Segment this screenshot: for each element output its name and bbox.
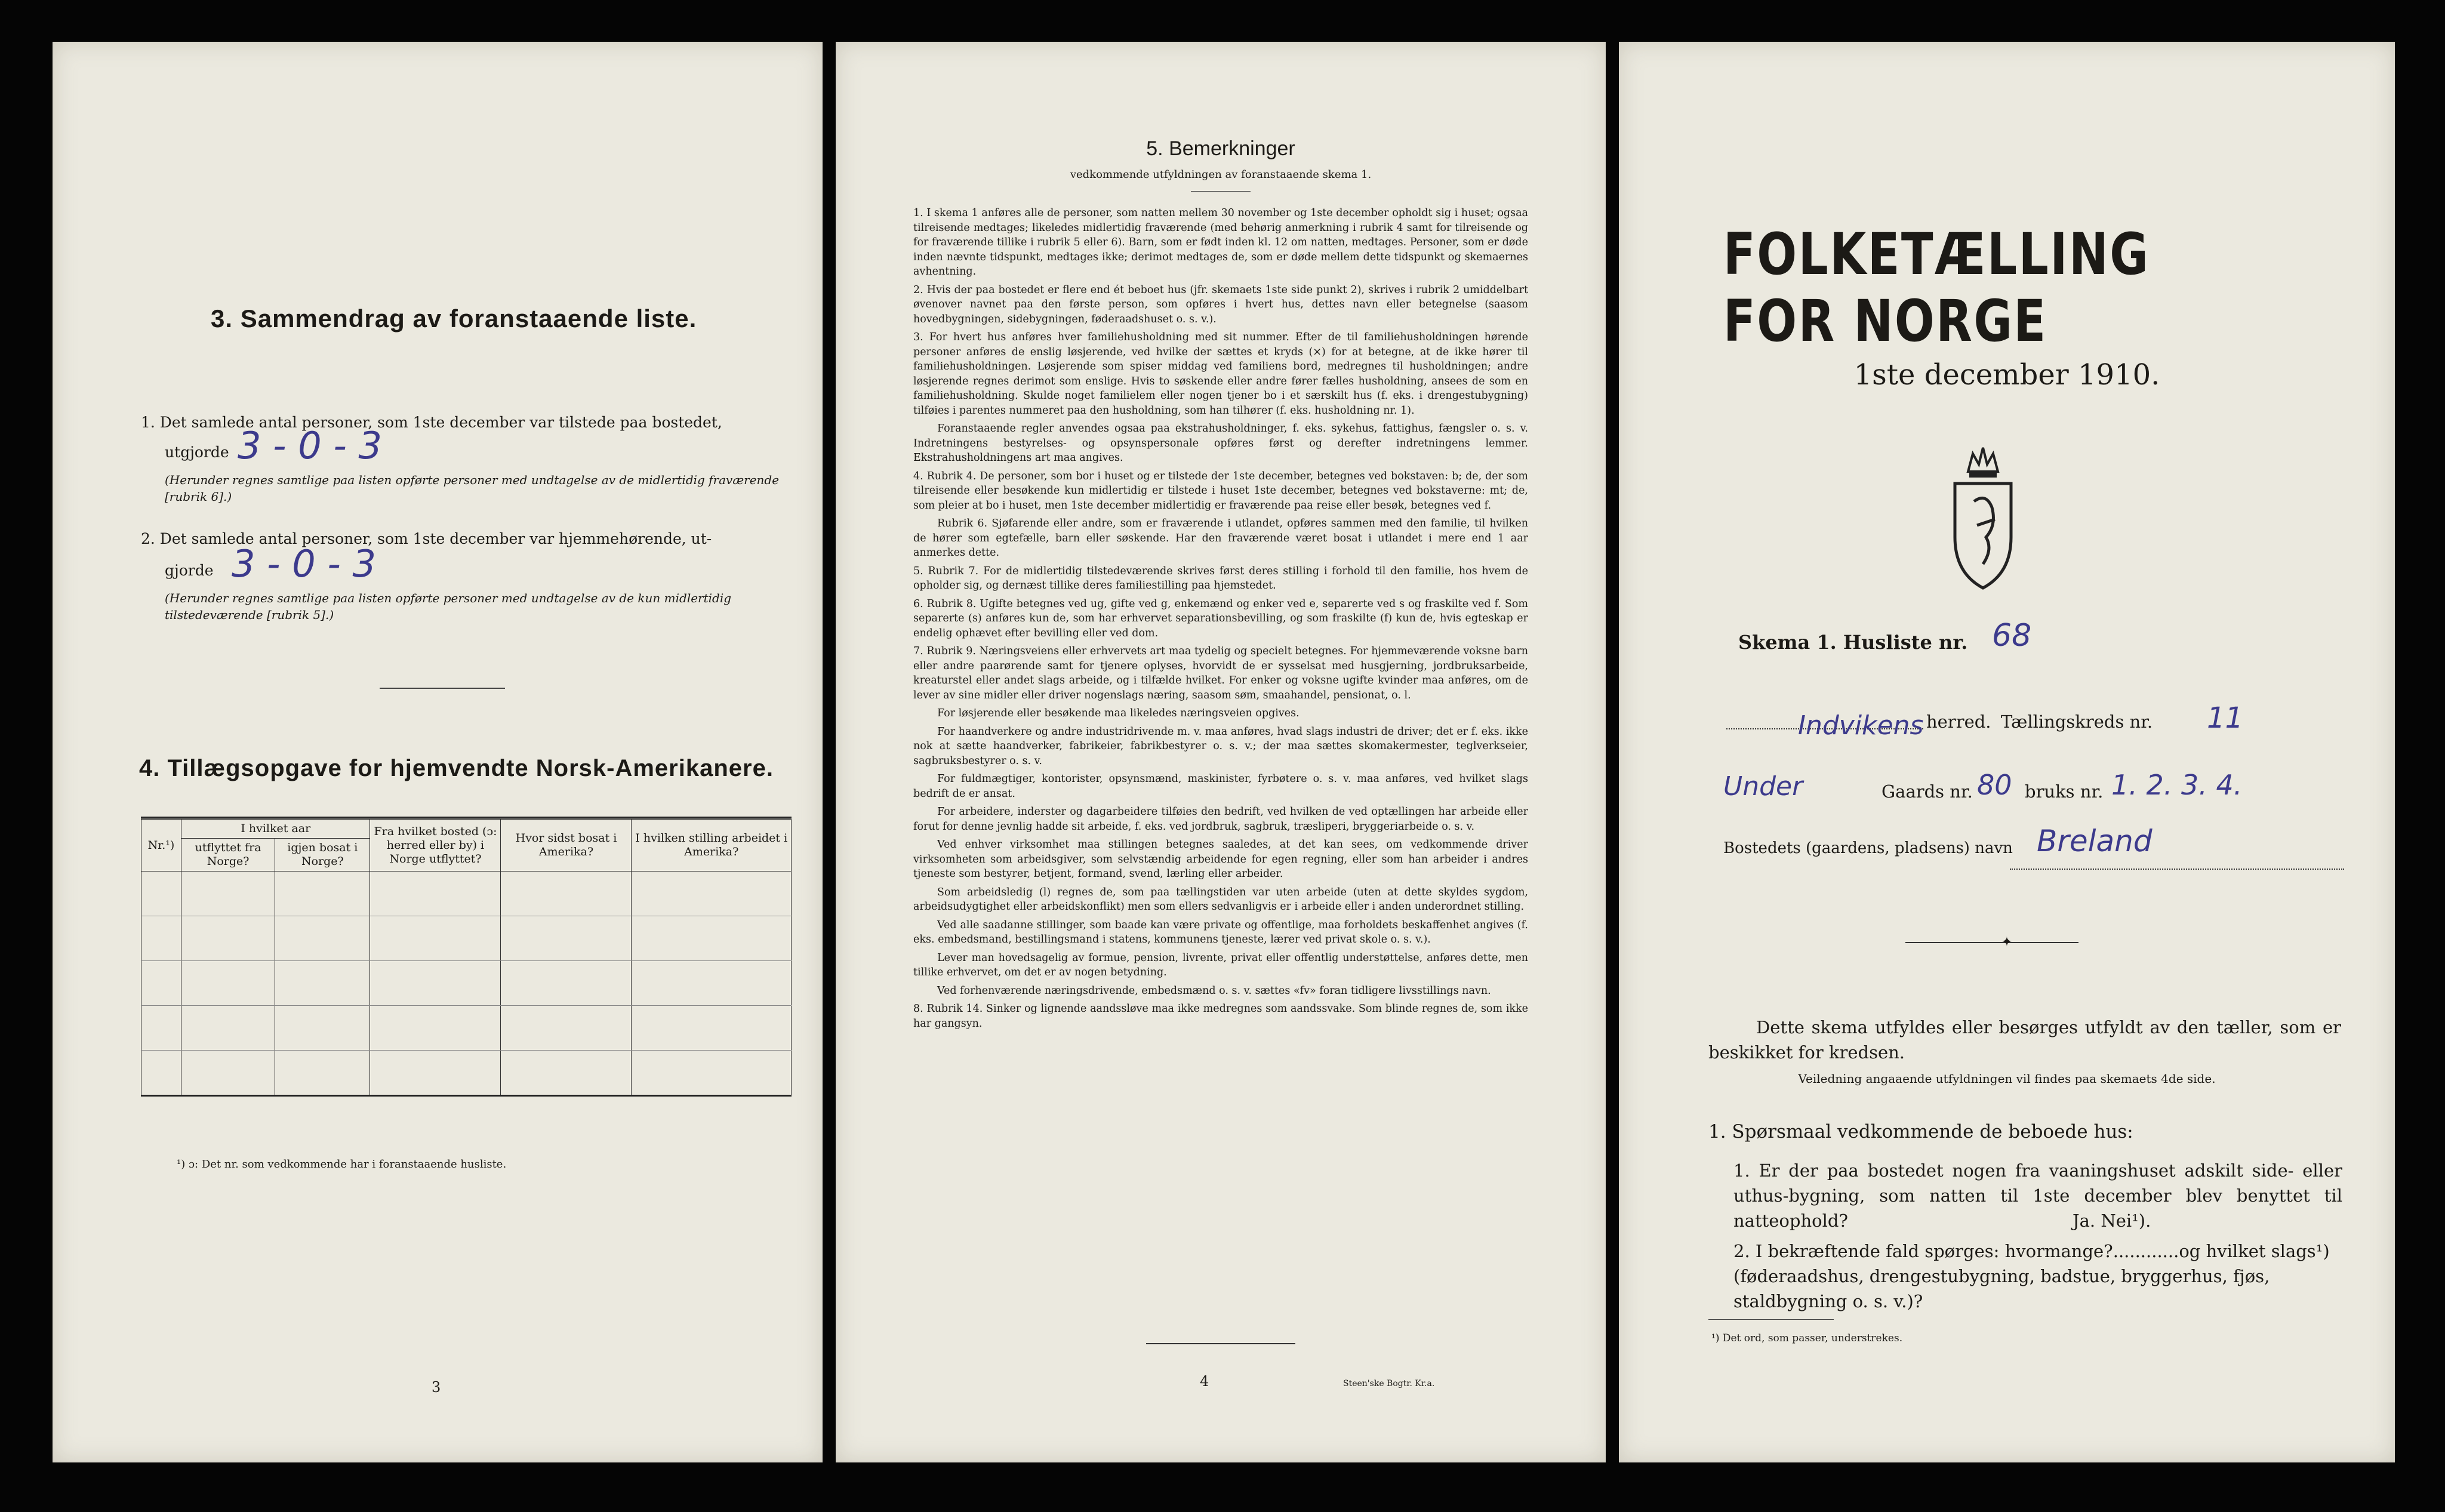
remark-1: 1. I skema 1 anføres alle de personer, som natten mellem 30 november og 1ste december opholdt sig i huset; ogsaa tilreisende medtages; likeledes midlertidig fraværende (med behørig anmerkning i rubrik 4 samt for tilreisende og for fraværende tillike i rubrik 5 eller 6). Barn, som er født inden kl. 12 om natten, medtages. Personer, som er døde inden nævnte tidspunkt, medtages ikke; derimot medtages de, som er døde mellem dette tidspunkt og skemaernes avhentning. (913, 207, 1528, 278)
page-number: 4 (1200, 1373, 1209, 1390)
bruks-label: bruks nr. (2025, 781, 2104, 802)
intro-note: Veiledning angaaende utfyldningen vil findes paa skemaets 4de side. (1798, 1071, 2216, 1086)
col-group-year: I hvilket aar (181, 818, 370, 839)
remark-3-extra: Foranstaaende regler anvendes ogsaa paa ekstrahusholdninger, f. eks. sykehus, fattighus, fængsler o. s. v. Indretningens bestyrelses- og opsynspersonale opføres først og derefter indretningens lemmer. Ekstrahusholdningens art maa angives. (913, 423, 1528, 464)
table-row (141, 961, 792, 1006)
remark-7-f: Som arbeidsledig (l) regnes de, som paa tællingstiden var uten arbeide (uten at dette skyldes sygdom, arbeidsudygtighet eller arbeidskonflikt) men som ellers sedvanligvis er i arbeide eller i anden underordnet stilling. (913, 886, 1528, 913)
col-last-residence: Hvor sidst bosat i Amerika? (501, 818, 632, 872)
bosted-line (2010, 869, 2344, 870)
husliste-nr-value: 68 (1992, 618, 2032, 654)
remark-7-d: For arbeidere, inderster og dagarbeidere tilføies den bedrift, ved hvilken de ved optællingen har arbeide eller forut for denne jevnlig hadde sit arbeide, f. eks. ved jordbruk, sagbruk, træsliperi, bryggeriarbeide o. s. v. (913, 806, 1528, 833)
footnote: ¹) Det ord, som passer, understrekes. (1711, 1332, 1903, 1344)
section-4-title: 4. Tillægsopgave for hjemvendte Norsk-Amerikanere. (139, 755, 774, 781)
divider (380, 688, 505, 689)
remark-4: 4. Rubrik 4. De personer, som bor i huset og er tilstede der 1ste december, betegnes ved bokstaven: b; de, der som tilreisende eller besøkende kun midlertidig er tilstede i huset 1ste december, betegnes ved bokstaverne: mt; de, som pleier at bo i huset, men 1ste december midlertidig er fraværende paa reise eller besøk, betegnes ved f. (913, 470, 1528, 512)
questions-heading: 1. Spørsmaal vedkommende de beboede hus: (1708, 1121, 2133, 1143)
item2-note: (Herunder regnes samtlige paa listen opførte personer med undtagelse av de kun midlertidig tilstedeværende [rubrik 5].) (165, 591, 732, 622)
kreds-label: Tællingskreds nr. (2001, 712, 2153, 732)
item1-text: 1. Det samlede antal personer, som 1ste december var tilstede paa bostedet, (141, 414, 722, 431)
remark-7-g: Ved alle saadanne stillinger, som baade kan være private og offentlige, maa forholdets beskaffenhet angives (f. eks. embedsmand, bestillingsmand i statens, kommunens tjeneste, lærer ved privat skole o. s. v.). (913, 919, 1528, 946)
table-row (141, 1006, 792, 1051)
remark-7: 7. Rubrik 9. Næringsveiens eller erhvervets art maa tydelig og specielt betegnes. For hjemmeværende voksne barn eller andre paarørende samt for tjenere oplyses, hvorvidt de er sysselsat med husgjerning, jordbruksarbeide, kreaturstel eller andet slags arbeide, og i tilfælde hvilket. For enker og voksne ugifte kvinder maa anføres, om de lever av sine midler eller driver nogenslags næring, saasom søm, smaahandel, pensionat, o. l. (913, 645, 1528, 701)
page-number: 3 (432, 1379, 441, 1396)
table-footnote: ¹) ɔ: Det nr. som vedkommende har i foranstaaende husliste. (177, 1158, 507, 1171)
bruks-value: 1. 2. 3. 4. (2111, 769, 2243, 801)
remark-7-i: Ved forhenværende næringsdrivende, embedsmænd o. s. v. sættes «fv» foran tidligere livsstillings navn. (937, 984, 1491, 997)
divider (1146, 1343, 1295, 1344)
remarks-subtitle: vedkommende utfyldningen av foranstaaende skema 1. (1070, 168, 1372, 181)
item2-label: gjorde (165, 562, 214, 579)
coat-of-arms-icon (1950, 436, 2016, 591)
item1-note: (Herunder regnes samtlige paa listen opførte personer med undtagelse av de midlertidig fraværende [rubrik 6].) (165, 473, 780, 504)
col-occupation: I hvilken stilling arbeidet i Amerika? (632, 818, 792, 872)
remark-6: 6. Rubrik 8. Ugifte betegnes ved ug, gifte ved g, enkemænd og enker ved e, separerte ved s og fraskilte ved f. Som separerte (s) anføres kun de, som har erhvervet separationsbevilling, og som fraskilte (f) kun de, hvis egteskap er endelig ophævet efter bevilling eller ved dom. (913, 598, 1528, 639)
question-1-options: Ja. Nei¹). (2073, 1211, 2151, 1231)
gaards-label: Gaards nr. (1882, 781, 1973, 802)
gaards-prefix: Under (1723, 771, 1803, 802)
table-row (141, 872, 792, 916)
skema-label: Skema 1. Husliste nr. (1738, 631, 1968, 654)
col-emigrated: utflyttet fra Norge? (181, 839, 275, 872)
herred-label: herred. (1926, 712, 1991, 732)
col-returned: igjen bosat i Norge? (275, 839, 370, 872)
ornament-icon: ✦ (2001, 935, 2013, 950)
remark-7-e: Ved enhver virksomhet maa stillingen betegnes saaledes, at det kan sees, om vedkommende driver virksomheten som arbeidsgiver, som selvstændig arbeidende for egen regning, eller som han arbeider i andres tjeneste som bestyrer, betjent, formand, svend, lærling eller arbeider. (913, 839, 1528, 880)
printer-mark: Steen'ske Bogtr. Kr.a. (1343, 1379, 1435, 1388)
item1-label: utgjorde (165, 444, 229, 461)
item2-text: 2. Det samlede antal personer, som 1ste december var hjemmehørende, ut- (141, 530, 712, 547)
page-3-summary (53, 42, 823, 1462)
remark-7-c: For fuldmægtiger, kontorister, opsynsmænd, maskinister, fyrbøtere o. s. v. maa anføres, ved hvilket slags bedrift de er ansat. (913, 773, 1528, 800)
section-3-title: 3. Sammendrag av foranstaaende liste. (211, 304, 697, 332)
table-row (141, 916, 792, 961)
question-2: 2. I bekræftende fald spørges: hvormange?............og hvilket slags¹) (føderaadshus, drengestubygning, badstue, bryggerhus, fjøs, staldbygning o. s. v.)? (1733, 1241, 2330, 1311)
remarks-title: 5. Bemerkninger (1146, 137, 1295, 160)
bosted-label: Bostedets (gaardens, pladsens) navn (1723, 839, 2013, 857)
col-nr: Nr.¹) (141, 818, 181, 872)
bosted-value: Breland (2037, 824, 2153, 858)
page-1-cover (1619, 42, 2395, 1462)
remarks-list (913, 206, 1528, 1034)
remark-8: 8. Rubrik 14. Sinker og lignende aandssløve maa ikke medregnes som aandssvake. Som blinde regnes de, som ikke har gangsyn. (913, 1003, 1528, 1030)
remark-7-h: Lever man hovedsagelig av formue, pension, livrente, privat eller offentlig understøttelse, anføres dette, men tillike erhvervet, om det er av nogen betydning. (913, 951, 1528, 978)
question-1: 1. Er der paa bostedet nogen fra vaaningshuset adskilt side- eller uthus-bygning, som natten til 1ste december blev benyttet til natteophold? (1733, 1160, 2342, 1231)
remark-3: 3. For hvert hus anføres hver familiehusholdning med sit nummer. Efter de til familiehusholdningen hørende personer anføres de enslig løsjerende, ved hvilke der sættes et kryds (×) for at betegne, at de ikke hører til familiehusholdningen. Løsjerende som spiser middag ved familiens bord, medregnes til husholdningen; andre løsjerende regnes derimot som enslige. Hvis to søskende eller andre fører fælles husholdning, ansees de som en familiehusholdning. Skulde noget familielem eller nogen tjener bo i et særskilt hus (f. eks. i drengestubygning) tilføies i parentes nummeret paa den husholdning, som han tilhører (f. eks. husholdning nr. 1). (913, 331, 1528, 417)
item1-handwritten-value: 3 - 0 - 3 (238, 424, 382, 467)
herred-value: Indvikens (1798, 710, 1924, 741)
divider (1191, 191, 1251, 192)
kreds-value: 11 (2207, 701, 2244, 735)
norsk-amerikanere-table (141, 817, 792, 1097)
item2-handwritten-value: 3 - 0 - 3 (232, 542, 376, 586)
page-4-remarks (836, 42, 1606, 1462)
remark-5: 5. Rubrik 7. For de midlertidig tilstedeværende skrives først deres stilling i forhold til den familie, hos hvem de opholder sig, og dernæst tillike deres familiestilling paa hjemstedet. (913, 565, 1528, 592)
remark-7-b: For haandverkere og andre industridrivende m. v. maa anføres, hvad slags industri de driver; det er f. eks. ikke nok at sætte haandverker, fabrikeier, fabrikbestyrer o. s. v.; der maa sættes skomakermester, teglverkseier, sagbruksbestyrer o. s. v. (913, 725, 1528, 767)
form-title: FOLKETÆLLING FOR NORGE (1723, 221, 2150, 355)
remark-2: 2. Hvis der paa bostedet er flere end ét beboet hus (jfr. skemaets 1ste side punkt 2), skrives i rubrik 2 umiddelbart øvenover navnet paa den første person, som opføres i hvert hus, dettes navn eller betegnelse (saasom hovedbygningen, sidebygningen, føderaadshuset o. s. v.). (913, 284, 1528, 325)
remark-7-a: For løsjerende eller besøkende maa likeledes næringsveien opgives. (937, 707, 1300, 719)
remark-4-rubrik6: Rubrik 6. Sjøfarende eller andre, som er fraværende i utlandet, opføres sammen med den familie, til hvilken de hører som egtefælle, barn eller søskende. Har den fraværende været bosat i utlandet i mere end 1 aar anmerkes dette. (913, 518, 1528, 559)
col-from-place: Fra hvilket bosted (ɔ: herred eller by) i Norge utflyttet? (370, 818, 501, 872)
table-row (141, 1051, 792, 1096)
gaards-value: 80 (1977, 769, 2012, 801)
census-date: 1ste december 1910. (1853, 358, 2160, 392)
intro-text: Dette skema utfyldes eller besørges utfyldt av den tæller, som er beskikket for kredsen. (1708, 1017, 2341, 1063)
divider (1708, 1319, 1834, 1320)
